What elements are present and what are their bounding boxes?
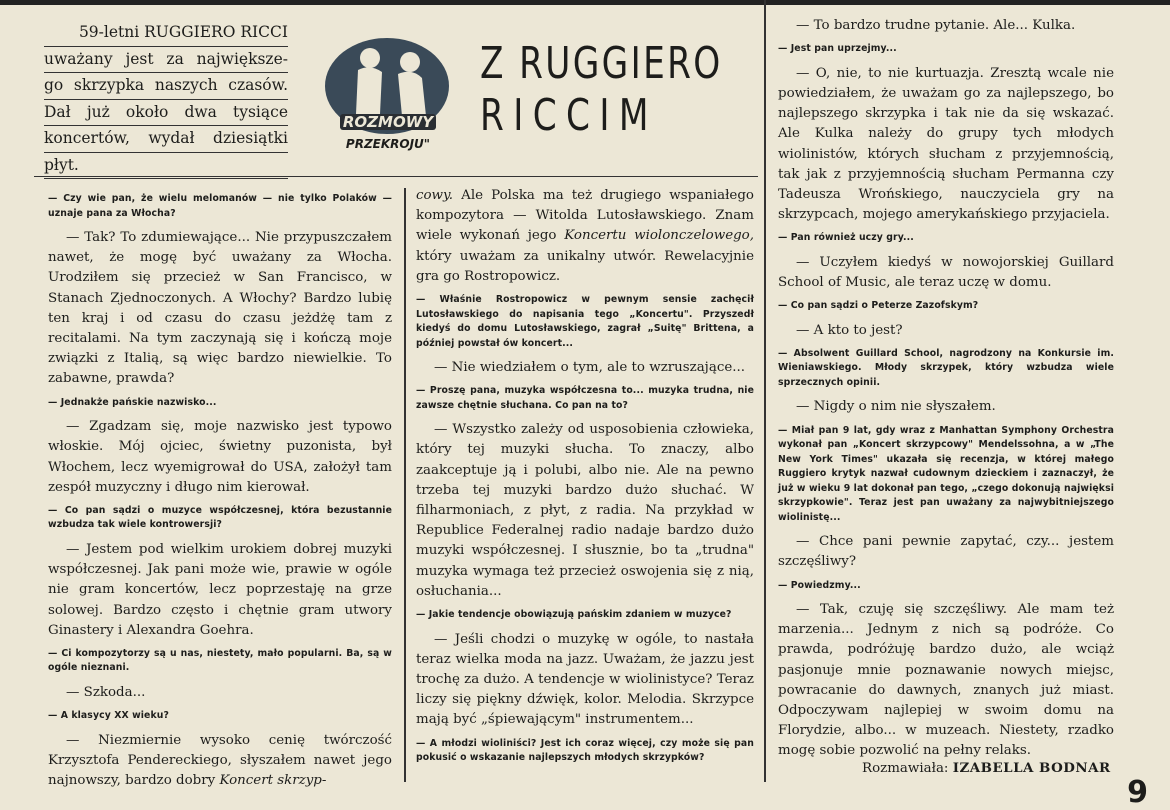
text-run: — Czy wie pan, że wielu melomanów — nie tylko Polaków — uznaje pana za Włocha? xyxy=(48,193,392,219)
text-run: — Co pan sądzi o Peterze Zazofskym? xyxy=(778,300,979,312)
interviewer-question xyxy=(48,709,392,724)
ricci-answer xyxy=(416,420,754,602)
interviewer-question xyxy=(416,737,754,766)
text-run: — Wszystko zależy od usposobienia człowieka, który tej muzyki słucha. To znaczy, albo zaakceptuje ją i polubi, albo nie. Ale na pewno trzeba tej muzyki bardzo dużo słuchać. W filharmoniach, z płyt, z radia. Na przykład w Republice Federalnej radio nadaje bardzo dużo muzyki współczesnej. I słusznie, bo ta „trudna" muzyka wymaga też przecież oswojenia się z nią, osłuchania... xyxy=(416,422,754,599)
svg-text:ROZMOWY: ROZMOWY xyxy=(342,113,434,131)
text-run: — Niezmiernie wysoko cenię twórczość Krzysztofa Pendereckiego, słyszałem nawet jego najnowszy, bardzo dobry xyxy=(48,732,392,789)
intro-line: Dał już około dwa tysiące xyxy=(44,100,288,127)
ricci-answer xyxy=(778,253,1114,293)
interviewer-question xyxy=(778,424,1114,526)
interviewer-question xyxy=(778,347,1114,391)
interviewer-question xyxy=(416,384,754,413)
column-3 xyxy=(778,16,1114,762)
ricci-answer xyxy=(778,600,1114,762)
intro-line: 59-letni RUGGIERO RICCI xyxy=(44,20,288,47)
interviewer-question xyxy=(48,647,392,676)
text-run: — O, nie, to nie kurtuazja. Zresztą wcale nie powiedziałem, że uważam go za najlepszego, bo najlepszego skrzypka i tak nie da się wskazać. Ale Kulka należy do grupy tych młodych wiolinistów, których słucham z przyjemnością, tak jak z przyjemnością słucham Permanna czy Tadeusza Wrońskiego, nauczyciela gry na skrzypcach, mojego amerykańskiego przyjaciela. xyxy=(778,65,1114,223)
text-run: — Co pan sądzi o muzyce współczesnej, która bezustannie wzbudza tak wiele kontrowersji? xyxy=(48,504,392,531)
intro-line: koncertów, wydał dziesiątki xyxy=(44,126,288,153)
column-1 xyxy=(48,186,392,791)
interviewer-question xyxy=(416,608,754,623)
top-border xyxy=(0,0,1170,5)
ricci-answer xyxy=(48,731,392,792)
text-run: Ale Polska ma też drugiego wspaniałego kompozytora — Witolda Lutosławskiego. Znam wiele wykonań jego xyxy=(416,188,754,244)
text-run: — Szkoda... xyxy=(66,684,146,700)
ricci-answer xyxy=(48,540,392,641)
column-divider xyxy=(404,188,406,782)
italic-title: Koncert skrzyp- xyxy=(219,773,327,789)
ricci-answer xyxy=(416,358,754,378)
text-run: — Nigdy o nim nie słyszałem. xyxy=(796,399,996,415)
text-run: — Absolwent Guillard School, nagrodzony na Konkursie im. Wieniawskiego. Młody skrzypek, który wzbudza wiele sprzecznych opinii. xyxy=(778,347,1114,388)
text-run: — Jednakże pańskie nazwisko... xyxy=(48,396,217,408)
ricci-answer xyxy=(778,532,1114,572)
text-run: — Proszę pana, muzyka współczesna to... muzyka trudna, nie zawsze chętnie słuchana. Co pan na to? xyxy=(416,385,754,411)
ricci-answer xyxy=(778,321,1114,341)
header-rule xyxy=(34,176,758,177)
interviewer-question xyxy=(778,579,1114,594)
text-run: — Jest pan uprzejmy... xyxy=(778,43,897,55)
title-line-1: Z RUGGIERO xyxy=(480,38,723,89)
ricci-answer xyxy=(48,228,392,390)
text-run: — A kto to jest? xyxy=(796,322,903,338)
interviewer-question xyxy=(48,192,392,221)
text-run: — Uczyłem kiedyś w nowojorskiej Guillard School of Music, ale teraz uczę w domu. xyxy=(778,254,1114,291)
answer-continuation xyxy=(416,186,754,287)
column-divider xyxy=(764,0,766,782)
interviewer-question xyxy=(48,396,392,411)
text-run: — Powiedzmy... xyxy=(778,579,861,591)
article-title xyxy=(480,38,723,142)
interviewer-question xyxy=(778,42,1114,57)
text-run: — Jakie tendencje obowiązują pańskim zdaniem w muzyce? xyxy=(416,609,732,621)
column-2 xyxy=(416,186,754,773)
italic-title: cowy. xyxy=(416,188,454,203)
intro-box xyxy=(44,20,288,179)
text-run: — Miał pan 9 lat, gdy wraz z Manhattan Symphony Orchestra wykonał pan „Koncert skrzypcowy" Mendelssohna, a w „The New York Times" ukazała się recenzja, w której małego Ruggiero krytyk nazwał cudownym dzieckiem i zaznaczył, że już w wieku 9 lat dokonał pan tego, „czego dokonują najwięksi skrzypkowie". Teraz jest pan uważany za najwybitniejszego wiolinistę... xyxy=(778,424,1114,523)
text-run: — Jeśli chodzi o muzykę w ogóle, to nastała teraz wielka moda na jazz. Uważam, że jazzu jest trochę za dużo. A tendencje w wiolinistyce? Teraz liczy się piękny dźwięk, kolor. Melodia. Skrzypce mają być „śpiewającym" instrumentem... xyxy=(416,631,754,728)
page-number: 9 xyxy=(1127,775,1148,810)
ricci-answer xyxy=(48,683,392,703)
text-run: — Tak? To zdumiewające... Nie przypuszczałem nawet, że mogę być uważany za Włocha. Urodziłem się przecież w San Francisco, w Stanach Zjednoczonych. A Włochy? Bardzo lubię ten kraj i od czasu do czasu jeżdżę tam z recitalami. Na tym zaczynają się i kończą moje związki z Italią, są więc bardzo niewielkie. To zabawne, prawda? xyxy=(48,230,392,387)
intro-line: płyt. xyxy=(44,153,288,180)
ricci-answer xyxy=(778,64,1114,226)
interviewer-question xyxy=(778,299,1114,314)
text-run: — Jestem pod wielkim urokiem dobrej muzyki współczesnej. Jak pani może wie, prawie w ogóle nie gram koncertów, lecz poprzestaję na grze solowej. Bardzo często i chętnie gram utwory Ginastery i Alexandra Goehra. xyxy=(48,541,392,638)
text-run: — Właśnie Rostropowicz w pewnym sensie zachęcił Lutosławskiego do napisania tego „Koncertu". Przyszedł kiedyś do domu Lutosławskiego, zagrał „Suitę" Brittena, a później powstał ów koncert... xyxy=(416,294,754,349)
text-run: — Zgadzam się, moje nazwisko jest typowo włoskie. Mój ojciec, świetny puzonista, był Włochem, lecz wyemigrował do USA, założył tam zespół muzyczny i długo nim kierował. xyxy=(48,419,392,495)
ricci-answer xyxy=(48,417,392,498)
text-run: — Pan również uczy gry... xyxy=(778,232,914,244)
byline-name: IZABELLA BODNAR xyxy=(952,760,1111,776)
svg-text:PRZEKROJU": PRZEKROJU" xyxy=(345,137,431,151)
intro-line: go skrzypka naszych czasów. xyxy=(44,73,288,100)
ricci-answer xyxy=(416,630,754,731)
text-run: — Tak, czuję się szczęśliwy. Ale mam też marzenia... Jednym z nich są podróże. Co prawda, podróżuję bardzo dużo, ale wciąż pasjonuje mnie poznawanie nowych miejsc, powracanie do dawnych, znanych już miast. Odpoczywam najlepiej w swoim domu na Florydzie, albo... w muzeach. Niestety, rzadko mogę sobie pozwolić na pełny relaks. xyxy=(778,602,1114,759)
italic-title: Koncertu wiolonczelowego, xyxy=(564,228,755,244)
byline xyxy=(862,760,1111,776)
title-line-2: RICCIM xyxy=(480,90,658,141)
ricci-answer xyxy=(778,16,1114,36)
text-run: — A młodzi wioliniści? Jest ich coraz więcej, czy może się pan pokusić o wskazanie najlepszych młodych skrzypków? xyxy=(416,737,754,764)
interviewer-question xyxy=(416,293,754,351)
text-run: — To bardzo trudne pytanie. Ale... Kulka. xyxy=(796,18,1076,33)
text-run: — Nie wiedziałem o tym, ale to wzruszające... xyxy=(434,360,746,376)
text-run: który uważam za unikalny utwór. Rewelacyjnie gra go Rostropowicz. xyxy=(416,248,754,284)
intro-line: uważany jest za największe- xyxy=(44,47,288,74)
text-run: — Chce pani pewnie zapytać, czy... jestem szczęśliwy? xyxy=(778,534,1114,570)
text-run: — Ci kompozytorzy są u nas, niestety, mało popularni. Ba, są w ogóle nieznani. xyxy=(48,647,392,674)
ricci-answer xyxy=(778,397,1114,417)
text-run: — A klasycy XX wieku? xyxy=(48,710,169,722)
interviewer-question xyxy=(778,231,1114,246)
interviewer-question xyxy=(48,504,392,533)
byline-label: Rozmawiała: xyxy=(862,761,949,776)
rozmowy-przekroju-logo xyxy=(322,36,452,166)
